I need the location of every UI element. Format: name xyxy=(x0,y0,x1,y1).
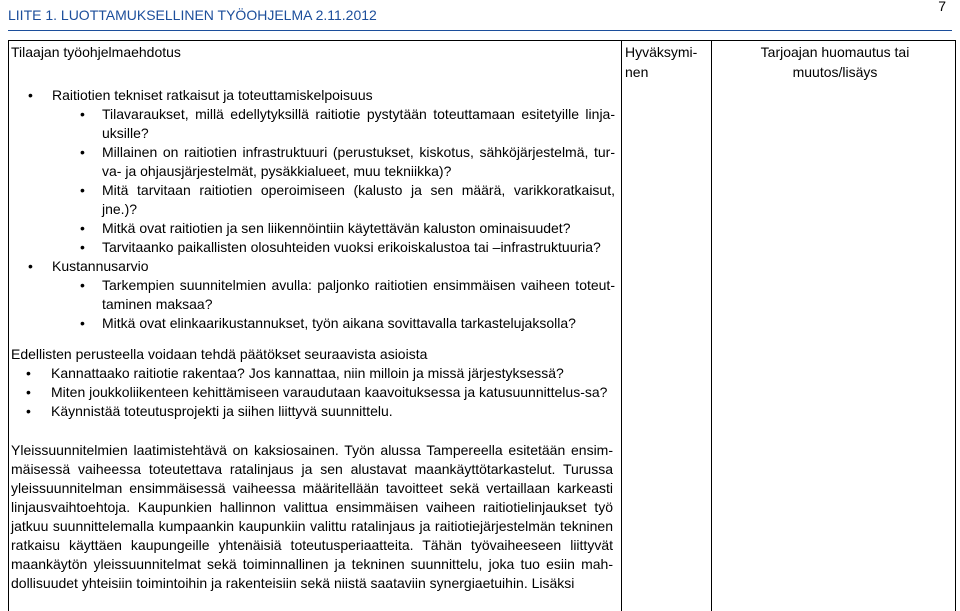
topic-text: Tarkempien suunnitelmien avulla: paljonko raitiotien ensimmäisen vaiheen toteut-taminen maksaa? xyxy=(102,277,615,312)
work-program-table xyxy=(8,40,956,611)
decision-item xyxy=(9,402,619,421)
topic-text: Mitä tarvitaan raitiotien operoimiseen (kalusto ja sen määrä, varikkoratkaisut, jne.)? xyxy=(102,182,615,217)
topic-text: Raitiotien tekniset ratkaisut ja toteuttamiskelpoisuus xyxy=(52,87,373,103)
bullet-icon: • xyxy=(26,365,31,381)
column-header-proposal: Tilaajan työohjelmaehdotus xyxy=(11,44,181,60)
bullet-icon: • xyxy=(80,239,85,255)
topic-text: Millainen on raitiotien infrastruktuuri (perustukset, kiskotus, sähköjärjestelmä, tur-va- ja ohjausjärjestelmät, pysäkkialueet, muu tekniikka)? xyxy=(102,144,615,179)
bullet-icon: • xyxy=(28,258,33,274)
document-header: LIITE 1. LUOTTAMUKSELLINEN TYÖOHJELMA 2.11.2012 xyxy=(8,7,377,23)
topic-heading-item xyxy=(9,257,619,276)
topic-subitem xyxy=(9,105,619,143)
decision-text: Kannattaako raitiotie rakentaa? Jos kannattaa, niin milloin ja missä järjestyksessä? xyxy=(51,365,564,381)
column-header-approval: Hyväksymi-nen xyxy=(625,44,698,80)
column-divider xyxy=(621,41,622,611)
page-number: 7 xyxy=(938,0,946,14)
bullet-icon: • xyxy=(80,106,85,122)
bullet-icon: • xyxy=(80,277,85,293)
decision-text: Miten joukkoliikenteen kehittämiseen varaudutaan kaavoituksessa ja katusuunnittelus-sa? xyxy=(51,384,608,400)
topic-heading-item xyxy=(9,86,619,105)
topic-text: Mitkä ovat elinkaarikustannukset, työn aikana sovittavalla tarkastelujaksolla? xyxy=(102,315,576,331)
bullet-icon: • xyxy=(26,384,31,400)
proposal-content xyxy=(9,86,619,593)
topic-subitem xyxy=(9,181,619,219)
topic-subitem xyxy=(9,143,619,181)
column-header-remarks xyxy=(715,42,955,82)
topic-subitem xyxy=(9,314,619,333)
decision-item xyxy=(9,383,619,402)
topic-subitem xyxy=(9,219,619,238)
bullet-icon: • xyxy=(80,315,85,331)
body-paragraph: Yleissuunnitelmien laatimistehtävä on kaksiosainen. Työn alussa Tampereella esitetään ensim-mäisessä vaiheessa toteutettava ratalinjaus ja sen alustavat maankäyttötarkastelut. Turussa yleissuunnitelman ensimmäisessä vaiheessa määritellään tavoitteet sekä vertaillaan karkeasti linjausvaihtoehtoja. Kaupunkien hallinnon valittua ensimmäisen vaiheen raitiotielinjaukset työ jatkuu suunnittelemalla kumpaankin kaupunkiin valittu ratalinjaus ja raitiotiejärjestelmän tekninen ratkaisu käyttäen kaupungeille yhtenäisiä toteutusperiaatteita. Tähän työvaiheeseen liittyvät maankäytön yleissuunnitelmat sekä toiminnallinen ja tekninen suunnittelu, joka tuo esiin mah-dollisuudet yhteisiin toimintoihin ja rakenteisiin sekä niistä saataviin synergiaetuihin. Lisäksi xyxy=(11,442,613,591)
bullet-icon: • xyxy=(80,182,85,198)
bullet-icon: • xyxy=(80,144,85,160)
topic-text: Kustannusarvio xyxy=(52,258,149,274)
column-header-remarks-line2: muutos/lisäys xyxy=(792,64,878,80)
decision-item xyxy=(9,364,619,383)
topic-text: Mitkä ovat raitiotien ja sen liikennöintiin käytettävän kaluston ominaisuudet? xyxy=(102,220,571,236)
topic-subitem xyxy=(9,276,619,314)
topic-list xyxy=(9,86,619,333)
bullet-icon: • xyxy=(28,87,33,103)
decision-text: Käynnistää toteutusprojekti ja siihen liittyvä suunnittelu. xyxy=(51,403,393,419)
decisions-intro: Edellisten perusteella voidaan tehdä päätökset seuraavista asioista xyxy=(11,346,428,362)
topic-text: Tilavaraukset, millä edellytyksillä raitiotie pystytään toteuttamaan esitetyille linja-uksille? xyxy=(102,106,615,141)
bullet-icon: • xyxy=(26,403,31,419)
column-divider xyxy=(711,41,712,611)
column-header-remarks-line1: Tarjoajan huomautus tai xyxy=(760,44,910,60)
header-rule xyxy=(8,30,952,31)
topic-subitem xyxy=(9,238,619,257)
topic-text: Tarvitaanko paikallisten olosuhteiden vuoksi erikoiskalustoa tai –infrastruktuuria? xyxy=(102,239,601,255)
bullet-icon: • xyxy=(80,220,85,236)
decision-list xyxy=(9,364,619,421)
